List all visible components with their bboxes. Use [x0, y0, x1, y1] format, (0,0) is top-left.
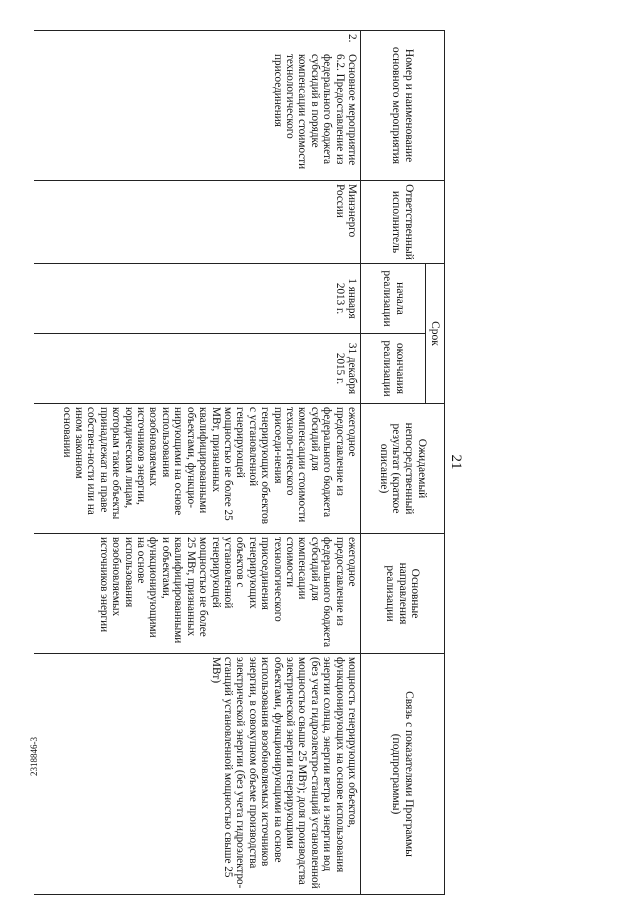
header-row-1 [426, 31, 445, 895]
header-executor: Ответственный исполнитель [361, 181, 445, 264]
rotated-page-content [22, 22, 467, 902]
cell-executor: Минэнерго России [35, 181, 361, 264]
cell-name [35, 31, 361, 181]
cell-end: 31 декабря 2015 г. [35, 334, 361, 404]
header-term: Срок [426, 264, 445, 404]
header-link: Связь с показателями Программы (подпрограммы) [361, 654, 445, 895]
header-directions: Основные направления реализации [361, 534, 445, 654]
cell-start: 1 января 2013 г. [35, 264, 361, 334]
cell-link: мощность генерирующих объектов, функционирующих на основе использования энергии солнца, энергии ветра и энергии вод (без учета гидроэлектро-станций установленной мощностью свыше 25 МВт); доля производства электрической энергии генерирующими объектами, функционирующими на основе использования возобновляемых источников энергии, в совокупном объеме производства электрической энергии (без учета гидроэлектро-станций установленной мощностью свыше 25 МВт) [35, 654, 361, 895]
cell-directions: ежегодное предоставление из федерального бюджета субсидий для компенсации стоимости технологического присоединения генерирующих объектов с установленной генерирующей мощностью не более 25 МВт, признанных квалифицированными и объектами, функционирующими на основе использования возобновляемых источников энергии [35, 534, 361, 654]
header-name: Номер и наименование основного мероприятия [361, 31, 445, 181]
measure-name: Основное мероприятие 6.2. Предоставление из федерального бюджета субсидий в порядке компенсации стоимости технологического присоединения [271, 54, 358, 170]
table-row [35, 31, 361, 895]
header-result: Ожидаемый непосредственный результат (краткое описание) [361, 404, 445, 534]
document-id: 2318846-3 [29, 737, 39, 776]
page-number: 21 [448, 454, 464, 470]
header-start: начала реализации [361, 264, 426, 334]
header-end: окончания реализации [361, 334, 426, 404]
cell-result: ежегодное предоставление из федерального бюджета субсидий для компенсации стоимости техноло-гического присоеди-нения генерирующих объектов с установленной генерирующей мощностью не более 25 МВт, признанных квалифицированными объектами, функцио-нирующими на основе использования возобновляемых источников энергии, юридическим лицам, которым такие объекты принадлежат на праве собствен-ности или на ином законном основании [35, 404, 361, 534]
row-number: 2. [346, 34, 358, 43]
measures-table [35, 30, 446, 895]
